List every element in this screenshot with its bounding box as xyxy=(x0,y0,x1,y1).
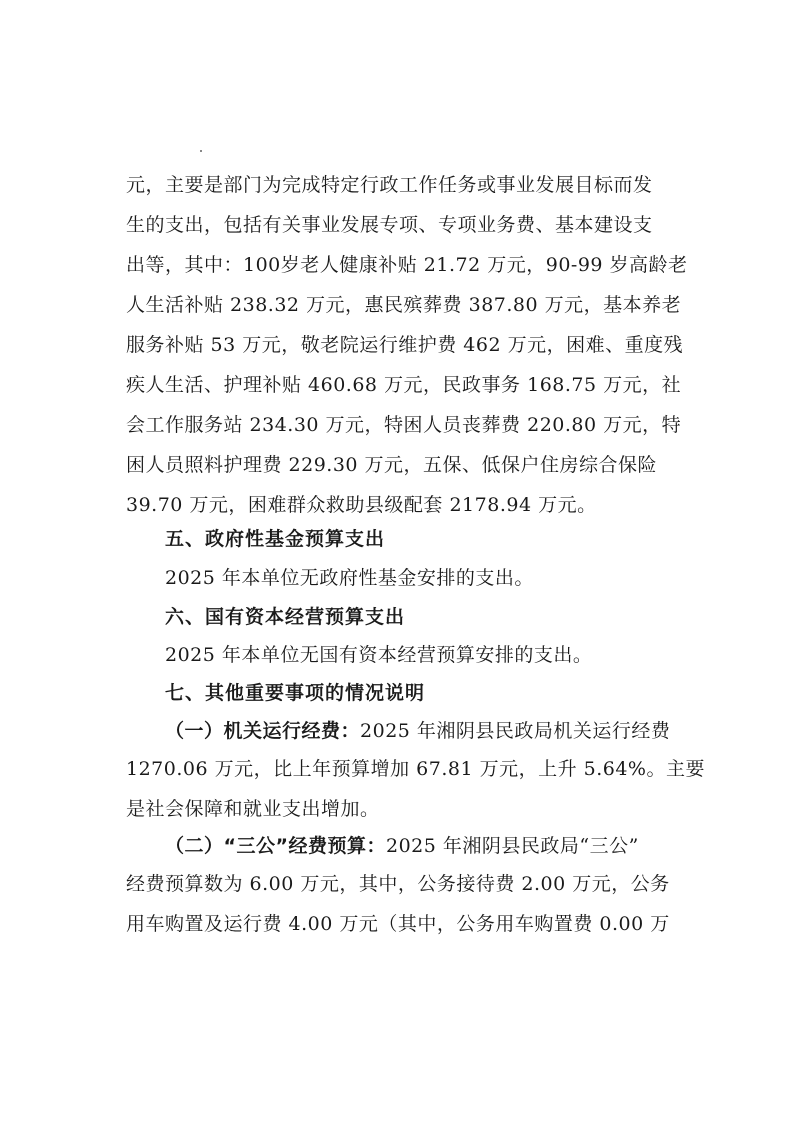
paragraph-line: 会工作服务站 234.30 万元，特困人员丧葬费 220.80 万元，特 xyxy=(126,414,682,436)
paragraph-line: 1270.06 万元，比上年预算增加 67.81 万元，上升 5.64%。主要 xyxy=(126,758,705,780)
paragraph-line: 经费预算数为 6.00 万元，其中，公务接待费 2.00 万元，公务 xyxy=(126,873,670,895)
item-operating-costs-lead: （一）机关运行经费： xyxy=(165,720,361,742)
paragraph-line: 39.70 万元，困难群众救助县级配套 2178.94 万元。 xyxy=(126,494,597,516)
paragraph-line: 疾人生活、护理补贴 460.68 万元，民政事务 168.75 万元，社 xyxy=(126,374,682,396)
item-three-public-lead: （二）“三公”经费预算： xyxy=(165,835,386,857)
paragraph-line: 是社会保障和就业支出增加。 xyxy=(126,798,380,820)
section-heading-other-matters: 七、其他重要事项的情况说明 xyxy=(165,682,426,704)
section-heading-government-fund: 五、政府性基金预算支出 xyxy=(165,528,386,550)
paragraph-line: 服务补贴 53 万元，敬老院运行维护费 462 万元，困难、重度残 xyxy=(126,334,684,356)
item-operating-costs-text: 2025 年湘阴县民政局机关运行经费 xyxy=(360,720,671,742)
item-operating-costs-first-line xyxy=(165,714,670,748)
paragraph-line: 用车购置及运行费 4.00 万元（其中，公务用车购置费 0.00 万 xyxy=(126,913,670,935)
paragraph-line: 人生活补贴 238.32 万元，惠民殡葬费 387.80 万元，基本养老 xyxy=(126,294,682,316)
section-heading-state-capital: 六、国有资本经营预算支出 xyxy=(165,606,406,628)
section-text-government-fund: 2025 年本单位无政府性基金安排的支出。 xyxy=(165,567,534,589)
paragraph-line: 元，主要是部门为完成特定行政工作任务或事业发展目标而发 xyxy=(126,174,653,196)
paragraph-line: 生的支出，包括有关事业发展专项、专项业务费、基本建设支 xyxy=(126,214,653,236)
paragraph-line: 困人员照料护理费 229.30 万元，五保、低保户住房综合保险 xyxy=(126,454,658,476)
item-three-public-text: 2025 年湘阴县民政局“三公” xyxy=(385,835,639,857)
paragraph-line: 出等，其中：100岁老人健康补贴 21.72 万元，90-99 岁高龄老 xyxy=(126,254,688,276)
project-expenditure-paragraph xyxy=(126,168,688,522)
scan-speck xyxy=(200,150,202,152)
item-three-public-body xyxy=(126,867,671,941)
item-operating-costs-body xyxy=(126,752,705,826)
item-three-public-first-line xyxy=(165,829,639,863)
section-text-state-capital: 2025 年本单位无国有资本经营预算安排的支出。 xyxy=(165,644,593,666)
